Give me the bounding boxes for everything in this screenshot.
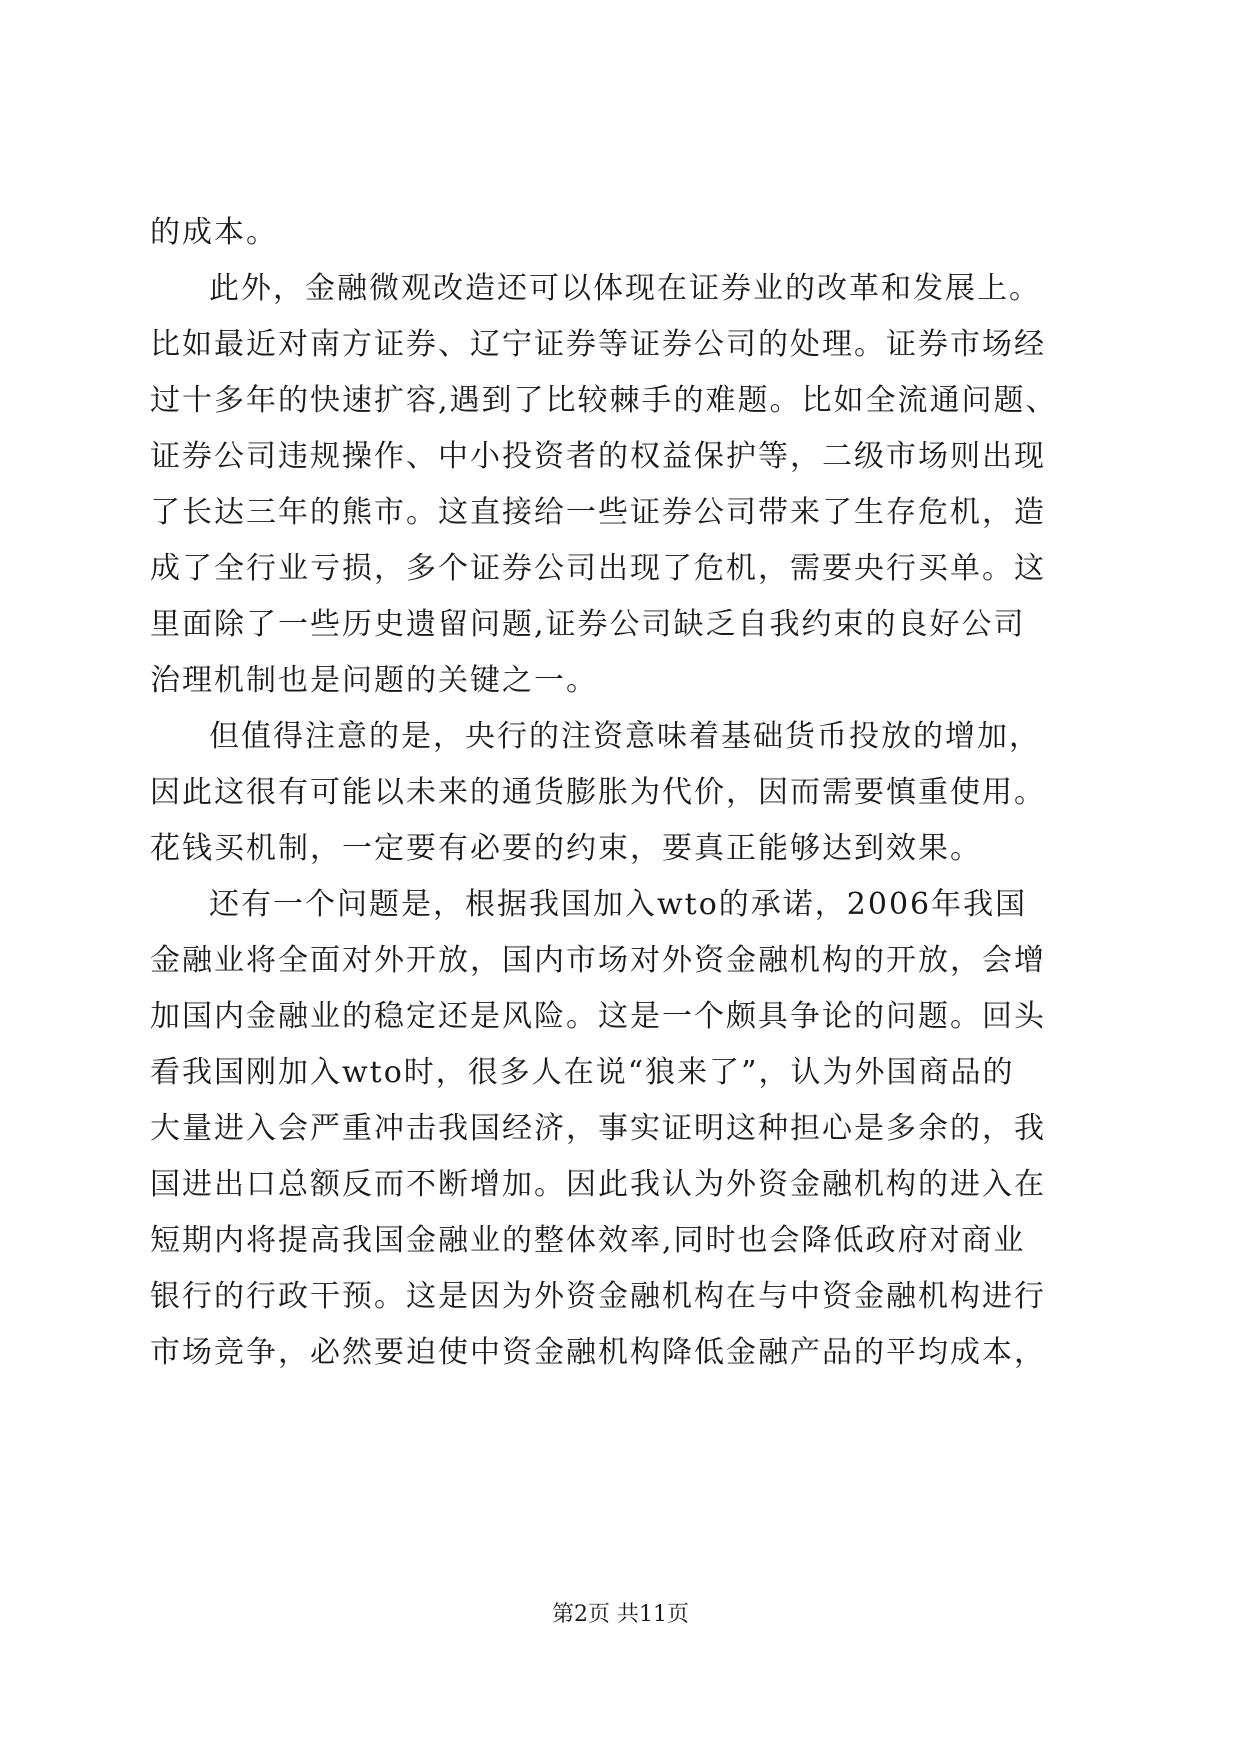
text-line: 此外，金融微观改造还可以体现在证券业的改革和发展上。 [209, 271, 1041, 306]
page-number-footer: 第2页 共11页 [552, 1602, 689, 1627]
text-line: 金融业将全面对外开放，国内市场对外资金融机构的开放，会增 [150, 943, 1046, 978]
text-line: 短期内将提高我国金融业的整体效率,同时也会降低政府对商业 [150, 1223, 1026, 1258]
text-line: 证券公司违规操作、中小投资者的权益保护等，二级市场则出现 [150, 439, 1046, 474]
text-line: 因此这很有可能以未来的通货膨胀为代价，因而需要慎重使用。 [150, 775, 1046, 810]
text-line: 里面除了一些历史遗留问题,证券公司缺乏自我约束的良好公司 [150, 607, 1026, 642]
text-line: 还有一个问题是，根据我国加入wto的承诺，2006年我国 [209, 887, 1028, 922]
text-line: 了长达三年的熊市。这直接给一些证券公司带来了生存危机，造 [150, 495, 1046, 530]
text-line: 加国内金融业的稳定还是风险。这是一个颇具争论的问题。回头 [150, 999, 1046, 1034]
text-line: 的成本。 [150, 215, 278, 250]
text-line: 花钱买机制，一定要有必要的约束，要真正能够达到效果。 [150, 831, 982, 866]
text-line: 成了全行业亏损，多个证券公司出现了危机，需要央行买单。这 [150, 551, 1046, 586]
text-line: 国进出口总额反而不断增加。因此我认为外资金融机构的进入在 [150, 1167, 1046, 1202]
text-line: 看我国刚加入wto时，很多人在说“狼来了”，认为外国商品的 [150, 1055, 1015, 1090]
text-line: 治理机制也是问题的关键之一。 [150, 663, 598, 698]
text-line: 市场竞争，必然要迫使中资金融机构降低金融产品的平均成本， [150, 1335, 1046, 1370]
text-line: 银行的行政干预。这是因为外资金融机构在与中资金融机构进行 [150, 1279, 1046, 1314]
text-line: 大量进入会严重冲击我国经济，事实证明这种担心是多余的，我 [150, 1111, 1046, 1146]
text-line: 比如最近对南方证券、辽宁证券等证券公司的处理。证券市场经 [150, 327, 1046, 362]
text-line: 但值得注意的是，央行的注资意味着基础货币投放的增加， [209, 719, 1041, 754]
text-line: 过十多年的快速扩容,遇到了比较棘手的难题。比如全流通问题、 [150, 383, 1058, 418]
